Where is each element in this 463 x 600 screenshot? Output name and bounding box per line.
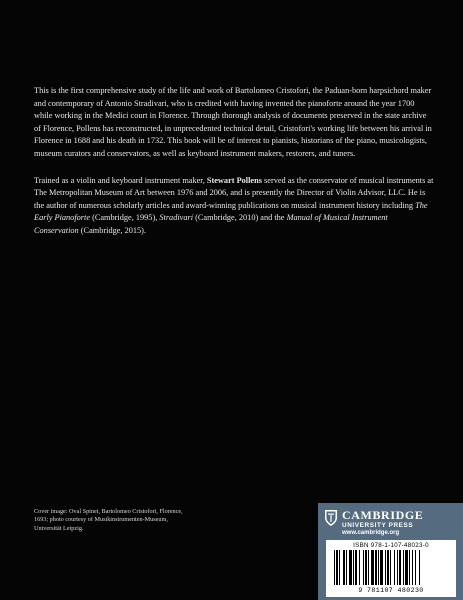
barcode-icon [332,550,450,587]
book-title: Manual of Musical Instrument Conservation [34,213,388,235]
author-bio-text: served as the conservator of musical instruments at The Metropolitan Museum of Art between 1976 and 2006, and is presently the Director of Violin Advisor, LLC. He is the author of numerous scholarly articles and award-winning publications on musical instrument history including [34,175,434,210]
book-citation: (Cambridge, 2015). [78,225,147,235]
author-bio-text: Trained as a violin and keyboard instrument maker, [34,175,207,185]
book-citation: (Cambridge, 2010) and the [193,213,287,223]
publisher-subtitle: UNIVERSITY PRESS [342,522,414,529]
back-cover-blurb [34,85,434,252]
author-name: Stewart Pollens [206,175,262,185]
isbn-label: ISBN 978-1-107-48023-0 [353,542,429,549]
book-title: The Early Pianoforte [34,200,428,223]
publisher-name: CAMBRIDGE [342,508,424,522]
cambridge-shield-icon [324,509,338,527]
publisher-url: www.cambridge.org [342,530,400,536]
book-description: This is the first comprehensive study of the life and work of Bartolomeo Cristofori, the Paduan-born harpsichord maker and contemporary of Antonio Stradivari, who is credited with having invented the pianoforte around the year 1700 while working in the Medici court in Florence. Through thorough analysis of documents preserved in the state archive of Florence, Pollens has reconstructed, in unprecedented technical detail, Cristofori's working life between his arrival in Florence in 1688 and his death in 1732. This book will be of interest to pianists, historians of the piano, musicologists, museum curators and conservators, as well as keyboard instrument makers, restorers, and tuners. [34,86,432,158]
ean-digits: 9 781107 480230 [358,587,424,594]
barcode-panel [326,540,456,597]
book-title: Stradivari [159,213,194,223]
publisher-box [318,503,463,600]
cover-image-credit: Cover image: Oval Spinet, Bartolomeo Cristofori, Florence, 1693; photo courtesy of Musikinstrumenten-Museum, Universität Leipzig. [34,508,183,532]
author-bio [34,175,434,238]
book-citation: (Cambridge, 1995), [90,213,160,223]
